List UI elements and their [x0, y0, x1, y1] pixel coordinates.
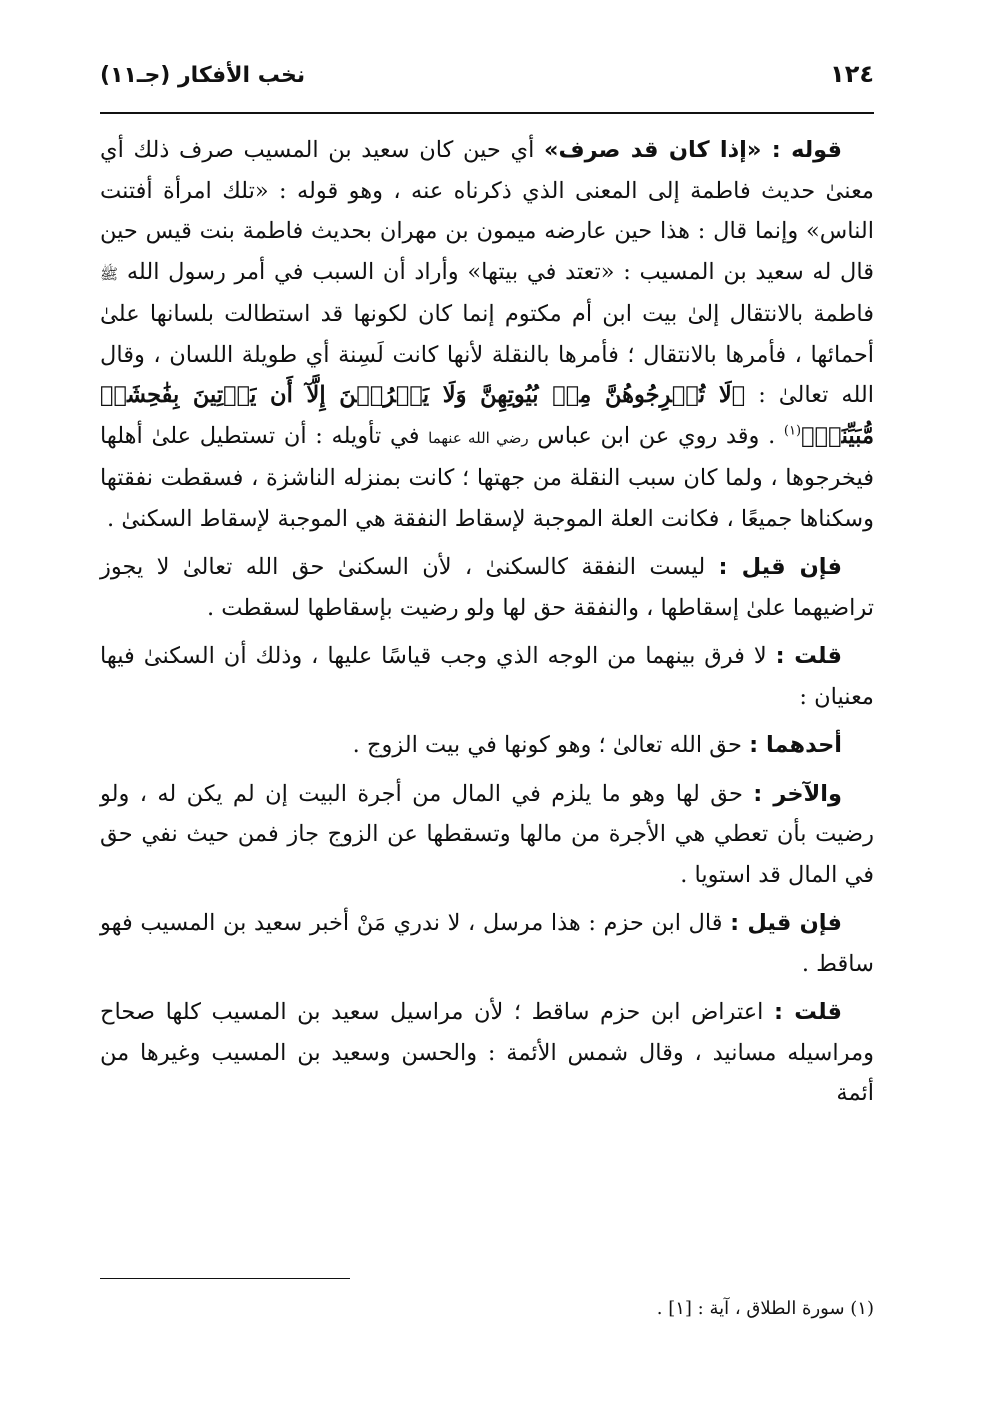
page-number: ١٢٤	[830, 60, 874, 88]
paragraph-2	[100, 547, 874, 628]
paragraph-text: . وقد روي عن ابن عباس	[537, 422, 784, 449]
honorific-symbol: رضي الله عنهما	[428, 428, 529, 447]
book-title: نخب الأفكار (جـ١١)	[100, 63, 306, 88]
document-page	[100, 60, 874, 1319]
paragraph-text: فاطمة بالانتقال إلىٰ بيت ابن أم مكتوم إنما كان لكونها قد استطالت بلسانها علىٰ أحمائها ، فأمرها بالانتقال ؛ فأمرها بالنقلة لأنها كانت لَسِنة أي طويلة اللسان ، وقال الله تعالىٰ :	[100, 301, 874, 408]
paragraph-lead: أحدهما :	[749, 732, 842, 758]
footnote-divider	[100, 1278, 350, 1279]
paragraph-text: حق لها وهو ما يلزم في المال من أجرة البيت إن لم يكن له ، ولو رضيت بأن تعطي هي الأجرة من مالها وتسقطها عن الزوج جاز فمن حيث نفي حق في المال قد استويا .	[100, 780, 874, 888]
paragraph-1	[100, 130, 874, 539]
paragraph-lead: قلت :	[774, 999, 842, 1025]
paragraph-lead: فإن قيل :	[730, 910, 842, 936]
running-header	[100, 60, 874, 114]
paragraph-5	[100, 774, 874, 896]
honorific-symbol: ﷺ	[100, 264, 119, 283]
paragraph-lead: فإن قيل :	[718, 554, 842, 580]
paragraph-7	[100, 992, 874, 1114]
quran-verse: ﴿لَا تُخۡرِجُوهُنَّ مِنۢ بُيُوتِهِنَّ وَلَا يَخۡرُجۡنَ إِلَّآ أَن يَأۡتِينَ بِفَٰحِشَةٖ مُّبَيِّنَةٖ﴾	[100, 382, 874, 449]
paragraph-text: في تأويله : أن تستطيل علىٰ أهلها فيخرجوها ، ولما كان سبب النقلة من جهتها ؛ كانت بمنزله الناشزة ، فسقطت نفقتها وسكناها جميعًا ، فكانت العلة الموجبة لإسقاط النفقة هي الموجبة لإسقاط السكنىٰ .	[100, 422, 874, 532]
paragraph-6	[100, 903, 874, 984]
paragraph-4	[100, 725, 874, 766]
paragraph-lead: قوله : «إذا كان قد صرف»	[544, 137, 842, 163]
paragraph-text: ليست النفقة كالسكنىٰ ، لأن السكنىٰ حق الله تعالىٰ لا يجوز تراضيهما علىٰ إسقاطها ، والنفقة حق لها ولو رضيت بإسقاطها لسقطت .	[100, 554, 874, 621]
paragraph-text: اعتراض ابن حزم ساقط ؛ لأن مراسيل سعيد بن المسيب كلها صحاح ومراسيله مسانيد ، وقال شمس الأئمة : والحسن وسعيد بن المسيب وغيرها من أئمة	[100, 999, 874, 1106]
paragraph-text: قال ابن حزم : هذا مرسل ، لا ندري مَنْ أخبر سعيد بن المسيب فهو ساقط .	[100, 910, 874, 977]
paragraph-text: حق الله تعالىٰ ؛ وهو كونها في بيت الزوج .	[352, 732, 750, 758]
page-body	[100, 130, 874, 1114]
paragraph-lead: والآخر :	[753, 780, 842, 807]
paragraph-text: لا فرق بينهما من الوجه الذي وجب قياسًا عليها ، وذلك أن السكنىٰ فيها معنيان :	[100, 643, 874, 710]
paragraph-3	[100, 636, 874, 717]
footnote-reference[interactable]: (١)	[783, 423, 802, 438]
footnote: (١) سورة الطلاق ، آية : [١] .	[656, 1298, 874, 1319]
paragraph-lead: قلت :	[775, 643, 842, 669]
paragraph-text: أي حين كان سعيد بن المسيب صرف ذلك أي معنىٰ حديث فاطمة إلى المعنى الذي ذكرناه عنه ، وهو قوله : «تلك امرأة أفتنت الناس» وإنما قال : هذا حين عارضه ميمون بن مهران بحديث فاطمة بنت قيس حين قال له سعيد بن المسيب : «تعتد في بيتها» وأراد أن السبب في أمر رسول الله	[100, 137, 874, 285]
